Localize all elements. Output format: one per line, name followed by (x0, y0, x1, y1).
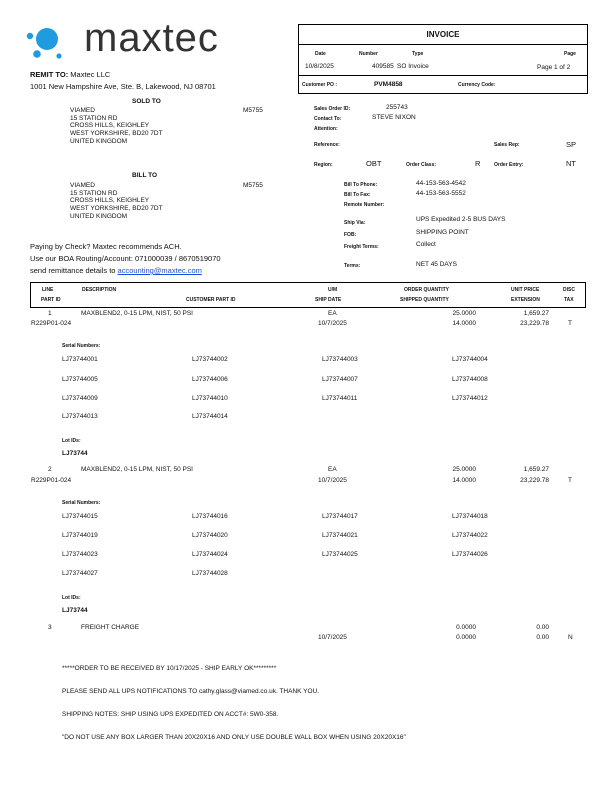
customer-po: PVM4858 (374, 81, 403, 88)
maxtec-logo (22, 18, 257, 66)
serial-number: LJ73744021 (322, 532, 358, 539)
col-disc: DISC (563, 287, 575, 293)
col-unit-price: UNIT PRICE (511, 287, 540, 293)
order-class: R (475, 159, 481, 168)
col-ship-date: SHIP DATE (315, 297, 342, 303)
remit-company: Maxtec LLC (70, 70, 111, 79)
number-label: Number (359, 51, 378, 57)
note-line: *****ORDER TO BE RECEIVED BY 10/17/2025 - SHIP EARLY OK********* (62, 665, 277, 672)
item-tax: N (568, 634, 573, 641)
order-entry: NT (566, 159, 576, 168)
col-tax: TAX (564, 297, 574, 303)
lot-id: LJ73744 (62, 450, 88, 457)
invoice-date: 10/8/2025 (305, 63, 334, 70)
contact-name: STEVE NIXON (372, 114, 416, 121)
serial-number: LJ73744015 (62, 513, 98, 520)
currency-label: Currency Code: (458, 82, 496, 88)
col-description: DESCRIPTION (82, 287, 117, 293)
col-um: U/M (328, 287, 338, 293)
note-line: PLEASE SEND ALL UPS NOTIFICATIONS TO cathy.glass@viamed.co.uk. THANK YOU. (62, 688, 320, 695)
date-label: Date (315, 51, 326, 57)
remit-to (30, 70, 110, 79)
invoice-type: SO Invoice (397, 63, 429, 70)
contact-label: Contact To: (314, 116, 342, 122)
page-label: Page (564, 51, 576, 57)
sold-to-label: SOLD TO (132, 98, 161, 105)
item-ship-date: 10/7/2025 (318, 477, 347, 484)
serial-number: LJ73744017 (322, 513, 358, 520)
serial-number: LJ73744018 (452, 513, 488, 520)
col-line: LINE (42, 287, 54, 293)
sold-to-line: 15 STATION RD (70, 114, 118, 122)
attention-label: Attention: (314, 126, 338, 132)
bill-to-label: BILL TO (132, 172, 158, 179)
payment-line-1: Paying by Check? Maxtec recommends ACH. (30, 242, 182, 251)
item-part-id: R229P01-024 (31, 477, 72, 484)
serial-number: LJ73744002 (192, 356, 228, 363)
sales-rep: SP (566, 140, 577, 149)
order-entry-label: Order Entry: (494, 162, 524, 168)
serial-number: LJ73744024 (192, 551, 228, 558)
serial-number: LJ73744007 (322, 376, 358, 383)
sales-order-id: 255743 (386, 104, 408, 111)
serial-number: LJ73744026 (452, 551, 488, 558)
item-unit-price: 1,659.27 (523, 310, 549, 317)
item-um: EA (328, 466, 337, 473)
invoice-page: Page 1 of 2 (537, 64, 571, 71)
terms: NET 45 DAYS (416, 261, 457, 268)
serial-number: LJ73744012 (452, 395, 488, 402)
bill-to-code: M5755 (243, 182, 263, 189)
item-ship-date: 10/7/2025 (318, 320, 347, 327)
reference-label: Reference: (314, 142, 340, 148)
item-unit-price: 0.00 (536, 624, 549, 631)
serial-number: LJ73744003 (322, 356, 358, 363)
serial-numbers-label: Serial Numbers: (62, 343, 101, 349)
serial-number: LJ73744008 (452, 376, 488, 383)
sold-to-line: CROSS HILLS, KEIGHLEY (70, 122, 150, 130)
item-unit-price: 1,659.27 (523, 466, 549, 473)
serial-number: LJ73744006 (192, 376, 228, 383)
item-um: EA (328, 310, 337, 317)
serial-number: LJ73744014 (192, 413, 228, 420)
serial-number: LJ73744023 (62, 551, 98, 558)
serial-number: LJ73744001 (62, 356, 98, 363)
remit-address: 1001 New Hampshire Ave, Ste. B, Lakewood, NJ 08701 (30, 82, 216, 91)
sales-rep-label: Sales Rep: (494, 142, 520, 148)
ship-via-label: Ship Via: (344, 220, 366, 226)
fob-label: FOB: (344, 232, 357, 238)
bill-phone: 44-153-563-4542 (416, 180, 466, 187)
bill-fax-label: Bill To Fax: (344, 192, 371, 198)
accounting-email-link[interactable]: accounting@maxtec.com (117, 266, 202, 275)
item-description: MAXBLEND2, 0-15 LPM, NIST, 50 PSI (81, 466, 193, 473)
col-shipped-quantity: SHIPPED QUANTITY (400, 297, 449, 303)
item-tax: T (568, 320, 572, 327)
col-extension: EXTENSION (511, 297, 540, 303)
remote-number-label: Remote Number: (344, 202, 385, 208)
fob: SHIPPING POINT (416, 229, 469, 236)
serial-number: LJ73744022 (452, 532, 488, 539)
item-ship-date: 10/7/2025 (318, 634, 347, 641)
serial-number: LJ73744019 (62, 532, 98, 539)
serial-number: LJ73744020 (192, 532, 228, 539)
bill-phone-label: Bill To Phone: (344, 182, 378, 188)
sold-to-address (70, 107, 163, 146)
remit-label: REMIT TO: (30, 70, 69, 79)
serial-number: LJ73744004 (452, 356, 488, 363)
sold-to-line: VIAMED (70, 107, 95, 114)
serial-number: LJ73744016 (192, 513, 228, 520)
lot-id: LJ73744 (62, 607, 88, 614)
sold-to-line: UNITED KINGDOM (70, 137, 128, 145)
bill-to-address (70, 182, 163, 221)
region: OBT (366, 159, 382, 168)
serial-number: LJ73744028 (192, 570, 228, 577)
serial-number: LJ73744005 (62, 376, 98, 383)
invoice-title: INVOICE (426, 30, 460, 39)
item-tax: T (568, 477, 572, 484)
payment-remittance-text: send remittance details to (30, 266, 118, 275)
ship-via: UPS Expedited 2-5 BUS DAYS (416, 216, 506, 223)
serial-number: LJ73744010 (192, 395, 228, 402)
serial-number: LJ73744013 (62, 413, 98, 420)
logo-wordmark: maxtec (84, 16, 219, 60)
item-line-number: 3 (48, 624, 52, 631)
item-line-number: 2 (48, 466, 52, 473)
lot-ids-label: Lot IDs: (62, 595, 81, 601)
lot-ids-label: Lot IDs: (62, 438, 81, 444)
bill-to-line: CROSS HILLS, KEIGHLEY (70, 197, 150, 205)
item-extension: 23,229.78 (520, 477, 549, 484)
serial-number: LJ73744011 (322, 395, 358, 402)
item-shipped-qty: 14.0000 (452, 320, 476, 327)
item-description: FREIGHT CHARGE (81, 624, 140, 631)
item-part-id: R229P01-024 (31, 320, 72, 327)
note-line: "DO NOT USE ANY BOX LARGER THAN 20X20X16 AND ONLY USE DOUBLE WALL BOX WHEN USING 20X20X16" (62, 734, 406, 741)
customer-po-label: Customer PO : (302, 82, 338, 88)
col-customer-part-id: CUSTOMER PART ID (186, 297, 236, 303)
bill-fax: 44-153-563-5552 (416, 190, 466, 197)
invoice-number: 409585 (372, 63, 394, 70)
terms-label: Terms: (344, 263, 361, 269)
item-line-number: 1 (48, 310, 52, 317)
sold-to-line: WEST YORKSHIRE, BD20 7DT (70, 130, 163, 138)
type-label: Type (412, 51, 424, 57)
bill-to-line: UNITED KINGDOM (70, 212, 128, 220)
freight-terms: Collect (416, 241, 436, 248)
item-extension: 0.00 (536, 634, 549, 641)
bill-to-line: WEST YORKSHIRE, BD20 7DT (70, 205, 163, 213)
sold-to-code: M5755 (243, 107, 263, 114)
serial-number: LJ73744027 (62, 570, 98, 577)
region-label: Region: (314, 162, 333, 168)
sales-order-label: Sales Order ID: (314, 106, 351, 112)
table-header (30, 282, 586, 308)
serial-numbers-label: Serial Numbers: (62, 500, 101, 506)
item-order-qty: 0.0000 (456, 624, 476, 631)
item-shipped-qty: 0.0000 (456, 634, 476, 641)
item-shipped-qty: 14.0000 (452, 477, 476, 484)
col-order-quantity: ORDER QUANTITY (404, 287, 449, 293)
item-description: MAXBLEND2, 0-15 LPM, NIST, 50 PSI (81, 310, 193, 317)
note-line: SHIPPING NOTES: SHIP USING UPS EXPEDITED ON ACCT#: 5W0-358. (62, 711, 279, 718)
payment-line-2: Use our BOA Routing/Account: 071000039 / 8670519070 (30, 254, 221, 263)
bill-to-line: VIAMED (70, 182, 95, 189)
bill-to-line: 15 STATION RD (70, 189, 118, 197)
serial-number: LJ73744025 (322, 551, 358, 558)
item-extension: 23,229.78 (520, 320, 549, 327)
payment-line-3 (30, 266, 202, 275)
freight-terms-label: Freight Terms: (344, 244, 379, 250)
serial-number: LJ73744009 (62, 395, 98, 402)
maxtec-logo-mark-icon (22, 18, 67, 63)
item-order-qty: 25.0000 (452, 310, 476, 317)
col-part-id: PART ID (41, 297, 61, 303)
item-order-qty: 25.0000 (452, 466, 476, 473)
order-class-label: Order Class: (406, 162, 437, 168)
